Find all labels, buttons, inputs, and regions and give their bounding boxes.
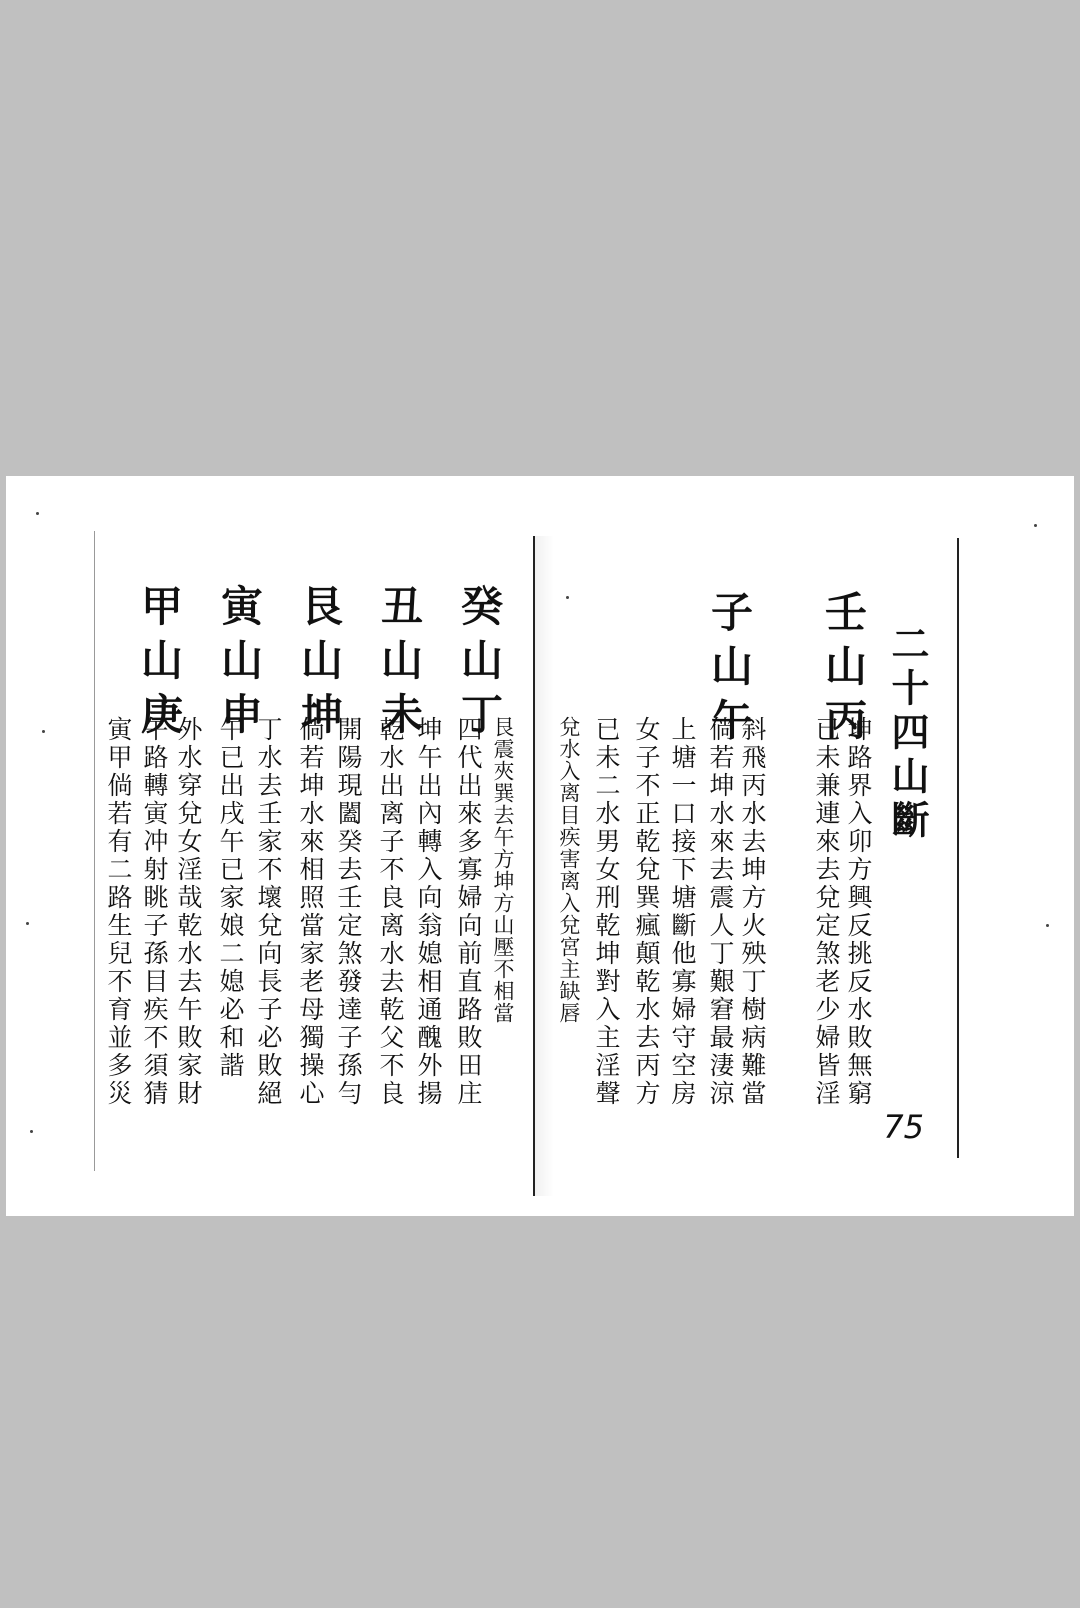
verse-line: 已未二水男女刑乾坤對入主淫聲 (592, 716, 621, 1108)
entry-heading: 癸山丁 (455, 584, 504, 746)
verse-line: 兌水入离目疾害离入兌宮主缺唇 (557, 716, 581, 1024)
verse-line: 四代出來多寡婦向前直路敗田庄 (454, 716, 483, 1108)
scan-speck (36, 512, 39, 515)
page-gutter (534, 536, 554, 1196)
verse-line: 丁水去壬家不壞兌向長子必敗絕 (254, 716, 283, 1108)
verse-line: 開陽現闔癸去壬定煞發達子孫勻 (334, 716, 363, 1108)
page-number: 75 (883, 1108, 924, 1146)
entry-heading: 寅山申 (215, 584, 264, 746)
scan-speck (30, 1130, 33, 1133)
verse-line: 寅甲倘若有二路生兒不育並多災 (104, 716, 133, 1108)
scan-speck (26, 922, 29, 925)
verse-line: 已未兼連來去兌定煞老少婦皆淫 (812, 716, 841, 1108)
verse-line: 午路轉寅冲射眺子孫目疾不須猜 (140, 716, 169, 1108)
scan-speck (42, 730, 45, 733)
center-fold-line (533, 536, 535, 1196)
scan-speck (566, 596, 569, 599)
verse-line: 午已出戌午已家娘二媳必和諧 (216, 716, 245, 1080)
verse-line: 上塘一口接下塘斷他寡婦守空房 (668, 716, 697, 1108)
verse-line: 倘若坤水來去震人丁艱窘最淒涼 (706, 716, 735, 1108)
verse-line: 斜飛丙水去坤方火殃丁樹病難當 (738, 716, 767, 1108)
verse-line: 艮震夾巽去午方坤方山壓不相當 (491, 716, 515, 1024)
verse-line: 乾水出离子不良离水去乾父不良 (376, 716, 405, 1108)
scan-speck (1046, 924, 1049, 927)
entry-heading: 甲山庚 (135, 584, 184, 746)
scanned-book-spread (6, 476, 1074, 1216)
verse-line: 坤路界入卯方興反挑反水敗無窮 (844, 716, 873, 1108)
entry-heading: 子山午 (705, 590, 754, 752)
entry-heading: 壬山丙 (819, 590, 868, 752)
verse-line: 倘若坤水來相照當家老母獨操心 (296, 716, 325, 1108)
left-margin-rule (94, 531, 95, 1171)
verse-line: 女子不正乾兌巽瘋顛乾水去丙方 (632, 716, 661, 1108)
verse-line: 坤午出內轉入向翁媳相通醜外揚 (414, 716, 443, 1108)
right-margin-rule (957, 538, 959, 1158)
entry-heading: 艮山坤 (295, 584, 344, 746)
section-title: 二十四山斷 (885, 624, 930, 844)
entry-heading: 丑山未 (375, 584, 424, 746)
verse-line: 外水穿兌女淫哉乾水去午敗家財 (174, 716, 203, 1108)
scan-speck (1034, 524, 1037, 527)
